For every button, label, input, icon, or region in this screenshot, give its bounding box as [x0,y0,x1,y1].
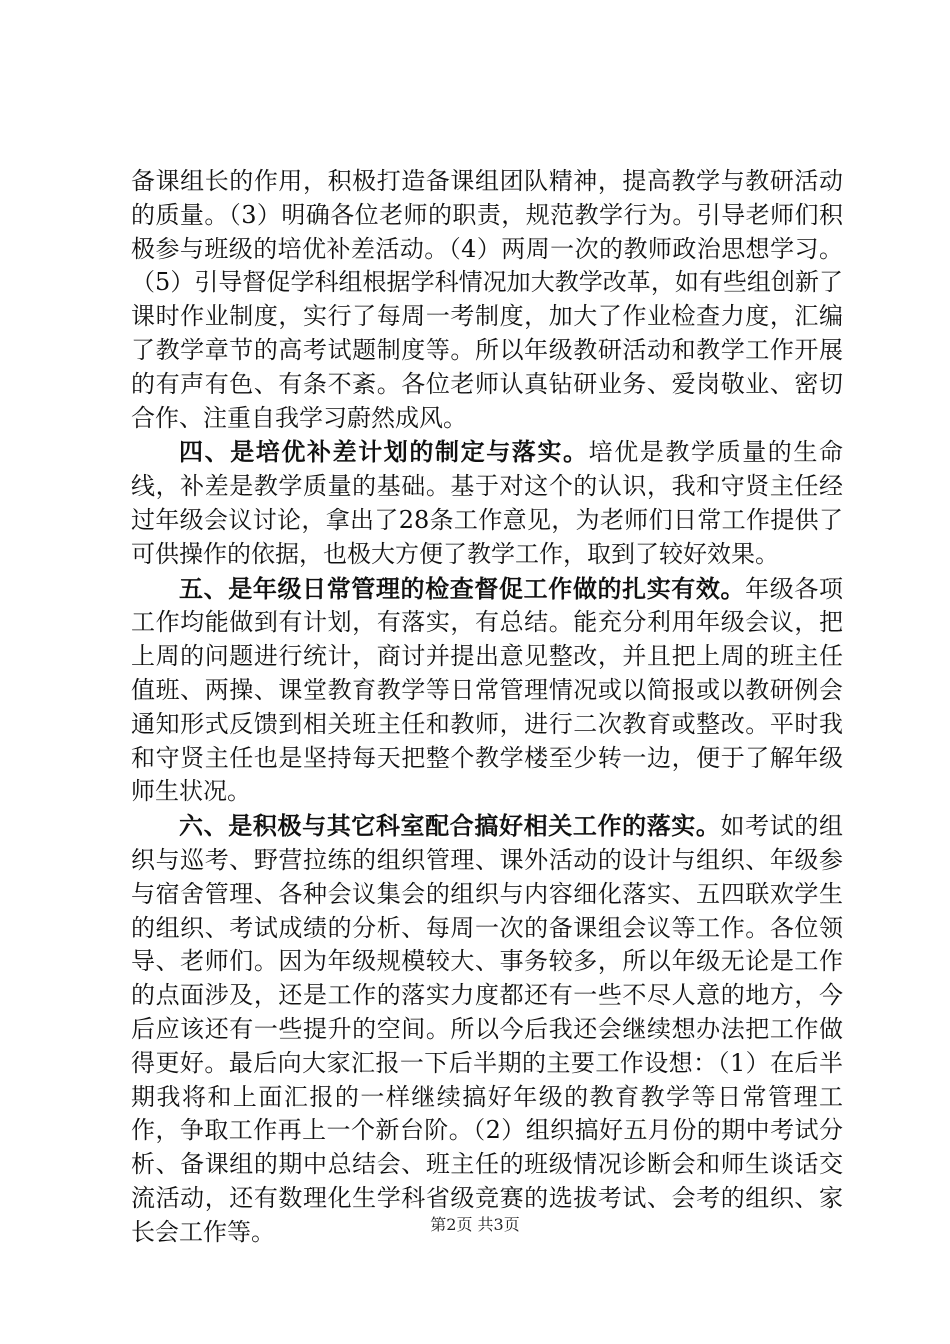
paragraph-continuation [131,164,843,435]
paragraph-section-4 [131,435,843,571]
section-4-text: 培优是教学质量的生命线，补差是教学质量的基础。基于对这个的认识，我和守贤主任经过年级会议讨论，拿出了28条工作意见，为老师们日常工作提供了可供操作的依据，也极大方便了教学工作，取到了较好效果。 [131,438,844,568]
section-6-heading: 六、是积极与其它科室配合搞好相关工作的落实。 [179,811,721,841]
section-5-text: 年级各项工作均能做到有计划，有落实，有总结。能充分利用年级会议，把上周的问题进行统计，商讨并提出意见整改，并且把上周的班主任值班、两操、课堂教育教学等日常管理情况或以简报或以教研例会通知形式反馈到相关班主任和教师，进行二次教育或整改。平时我和守贤主任也是坚持每天把整个教学楼至少转一边，便于了解年级师生状况。 [131,574,844,806]
paragraph-section-5 [131,572,843,810]
section-6-text: 如考试的组织与巡考、野营拉练的组织管理、课外活动的设计与组织、年级参与宿舍管理、各种会议集会的组织与内容细化落实、五四联欢学生的组织、考试成绩的分析、每周一次的备课组会议等工作。各位领导、老师们。因为年级规模较大、事务较多，所以年级无论是工作的点面涉及，还是工作的落实力度都还有一些不尽人意的地方，今后应该还有一些提升的空间。所以今后我还会继续想办法把工作做得更好。最后向大家汇报一下后半期的主要工作设想：（1）在后半期我将和上面汇报的一样继续搞好年级的教育教学等日常管理工作，争取工作再上一个新台阶。（2）组织搞好五月份的期中考试分析、备课组的期中总结会、班主任的班级情况诊断会和师生谈话交流活动，还有数理化生学科省级竞赛的选拔考试、会考的组织、家长会工作等。 [131,812,844,1246]
section-4-heading: 四、是培优补差计划的制定与落实。 [179,437,589,467]
page-number-footer: 第2页 共3页 [430,1215,520,1234]
document-body [131,164,843,1250]
paragraph-section-6 [131,809,843,1249]
section-5-heading: 五、是年级日常管理的检查督促工作做的扎实有效。 [179,573,746,603]
paragraph-text: 备课组长的作用，积极打造备课组团队精神，提高教学与教研活动的质量。（3）明确各位老师的职责，规范教学行为。引导老师们积极参与班级的培优补差活动。（4）两周一次的教师政治思想学习。（5）引导督促学科组根据学科情况加大教学改革，如有些组创新了课时作业制度，实行了每周一考制度，加大了作业检查力度，汇编了教学章节的高考试题制度等。所以年级教研活动和教学工作开展的有声有色、有条不紊。各位老师认真钻研业务、爱岗敬业、密切合作、注重自我学习蔚然成风。 [131,167,843,432]
